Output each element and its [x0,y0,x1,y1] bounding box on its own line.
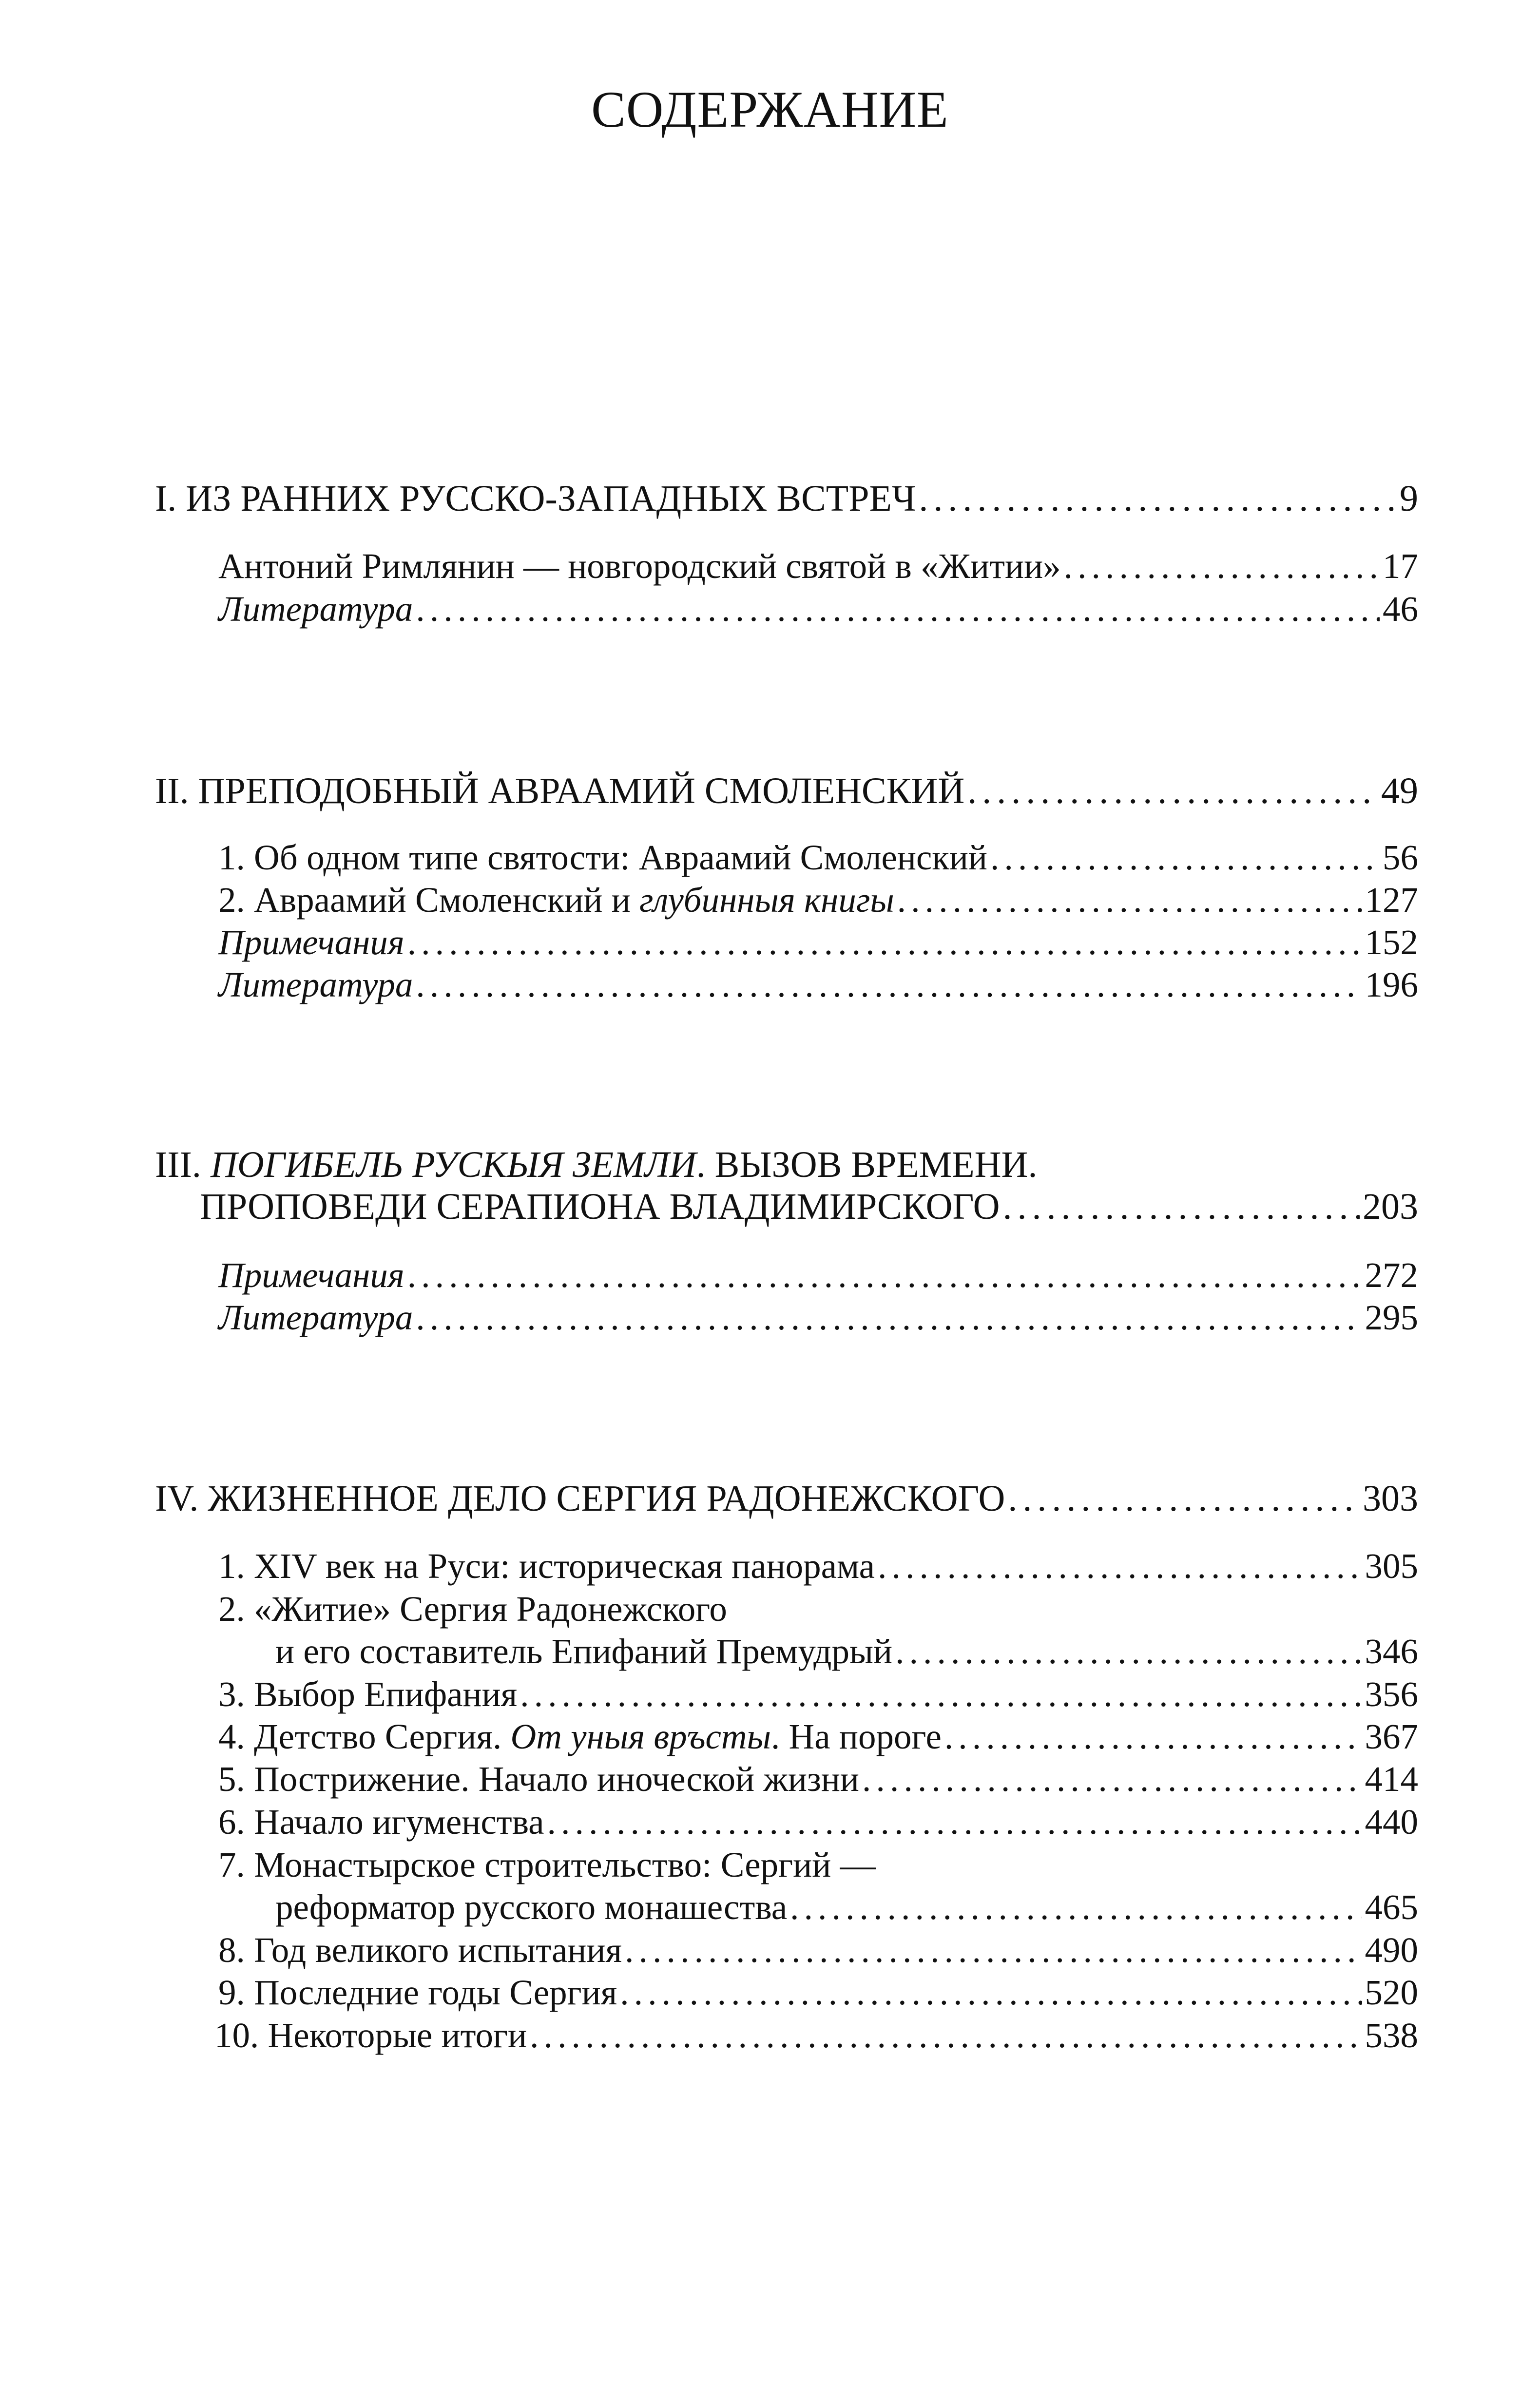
toc-chapter-3 [200,1188,1418,1225]
leader-dots [530,2018,1362,2053]
toc-entry-title: Примечания [218,1255,404,1295]
toc-entry-title: реформатор русского монашества [275,1887,788,1927]
toc-entry-title: 3. Выбор Епифания [218,1674,518,1714]
toc-chapter-title: II. ПРЕПОДОБНЫЙ АВРААМИЙ СМОЛЕНСКИЙ [155,770,965,811]
leader-dots [967,772,1378,809]
page-number: 414 [1365,1759,1418,1799]
page-number: 127 [1365,880,1418,920]
page-number: 272 [1365,1255,1418,1295]
toc-entry [275,1634,1418,1669]
page-number: 49 [1381,770,1418,811]
toc-entry-title: Антоний Римлянин — новгородский святой в «Житии» [218,546,1061,586]
leader-dots [407,1257,1362,1293]
toc-entry-title: Литература [218,965,413,1004]
toc-entry-title: Литература [218,589,413,629]
toc-entry-line1: 7. Монастырское строительство: Сергий — [218,1845,876,1884]
leader-dots [416,1300,1362,1335]
page-number: 46 [1383,589,1418,629]
page-number: 305 [1365,1546,1418,1586]
toc-chapter-prefix: III. [155,1144,211,1185]
toc-entry [218,840,1418,875]
toc-entry [275,1889,1418,1925]
page-number: 440 [1365,1802,1418,1842]
page-number: 9 [1400,478,1418,519]
toc-entry-line1: 2. «Житие» Сергия Радонежского [218,1589,727,1629]
toc-entry-title [218,1719,942,1754]
leader-dots [790,1889,1362,1925]
toc-entry-title: и его составитель Епифаний Премудрый [275,1632,893,1671]
toc-entry [218,924,1418,960]
page-number: 367 [1365,1717,1418,1756]
toc-entry [218,1975,1418,2010]
toc-chapter-2 [155,772,1418,809]
leader-dots [990,840,1380,875]
toc-chapter-3-line1 [155,1146,1037,1183]
page-number: 538 [1365,2016,1418,2055]
toc-entry-title: Примечания [218,922,404,962]
toc-entry-title: 9. Последние годы Сергия [218,1973,617,2012]
toc-entry-italic: От уныя връсты [510,1717,771,1756]
toc-entry [218,1257,1418,1293]
toc-entry [218,1761,1418,1797]
page-number: 520 [1365,1973,1418,2012]
toc-entry-title: Литература [218,1298,413,1337]
toc-entry [218,548,1418,584]
toc-entry-title: 8. Год великого испытания [218,1930,622,1970]
page-number: 303 [1363,1478,1418,1519]
toc-entry-title: 1. XIV век на Руси: историческая панорама [218,1546,875,1586]
toc-chapter-1 [155,480,1418,517]
toc-entry [218,1719,1418,1754]
toc-entry [218,1300,1418,1335]
toc-entry-text: 2. Авраамий Смоленский и [218,880,639,920]
page-number: 346 [1365,1632,1418,1671]
page-number: 356 [1365,1674,1418,1714]
toc-entry-text: 4. Детство Сергия. [218,1717,511,1756]
leader-dots [520,1676,1362,1712]
leader-dots [862,1761,1362,1797]
leader-dots [547,1804,1362,1840]
page-number: 203 [1363,1186,1418,1227]
leader-dots [1064,548,1380,584]
page-number: 152 [1365,922,1418,962]
toc-entry [218,967,1418,1002]
toc-chapter-italic: ПОГИБЕЛЬ РУСКЫЯ ЗЕМЛИ [210,1144,696,1185]
toc-entry-text-after: . На пороге [771,1717,942,1756]
leader-dots [1008,1480,1360,1517]
leader-dots [919,480,1397,517]
page-number: 56 [1383,838,1418,877]
leader-dots [416,967,1362,1002]
toc-chapter-suffix: . ВЫЗОВ ВРЕМЕНИ. [696,1144,1038,1185]
toc-chapter-title: ПРОПОВЕДИ СЕРАПИОНА ВЛАДИМИРСКОГО [200,1186,1000,1227]
leader-dots [625,1932,1362,1968]
toc-entry [218,591,1418,627]
leader-dots [878,1548,1362,1584]
page-number: 465 [1365,1887,1418,1927]
toc-chapter-4 [155,1480,1418,1517]
leader-dots [897,882,1362,918]
toc-entry [214,2018,1418,2053]
toc-entry [218,1932,1418,1968]
toc-entry [218,1548,1418,1584]
leader-dots [416,591,1380,627]
toc-entry [218,1804,1418,1840]
page-title: СОДЕРЖАНИЕ [591,81,949,138]
leader-dots [620,1975,1362,2010]
toc-entry [218,1676,1418,1712]
page-number: 295 [1365,1298,1418,1337]
toc-entry [218,882,1418,918]
toc-chapter-title: I. ИЗ РАННИХ РУССКО-ЗАПАДНЫХ ВСТРЕЧ [155,478,916,519]
toc-entry-title [218,882,894,918]
page-number: 196 [1365,965,1418,1004]
toc-entry-title: 10. Некоторые итоги [214,2016,527,2055]
leader-dots [944,1719,1362,1754]
leader-dots [407,924,1362,960]
toc-chapter-title: IV. ЖИЗНЕННОЕ ДЕЛО СЕРГИЯ РАДОНЕЖСКОГО [155,1478,1005,1519]
leader-dots [1002,1188,1360,1225]
leader-dots [895,1634,1362,1669]
page-number: 490 [1365,1930,1418,1970]
page-number: 17 [1383,546,1418,586]
toc-entry-title: 6. Начало игуменства [218,1802,544,1842]
toc-entry-title: 5. Пострижение. Начало иноческой жизни [218,1759,859,1799]
toc-entry-italic: глубинныя книгы [639,880,894,920]
toc-entry-title: 1. Об одном типе святости: Авраамий Смоленский [218,838,987,877]
